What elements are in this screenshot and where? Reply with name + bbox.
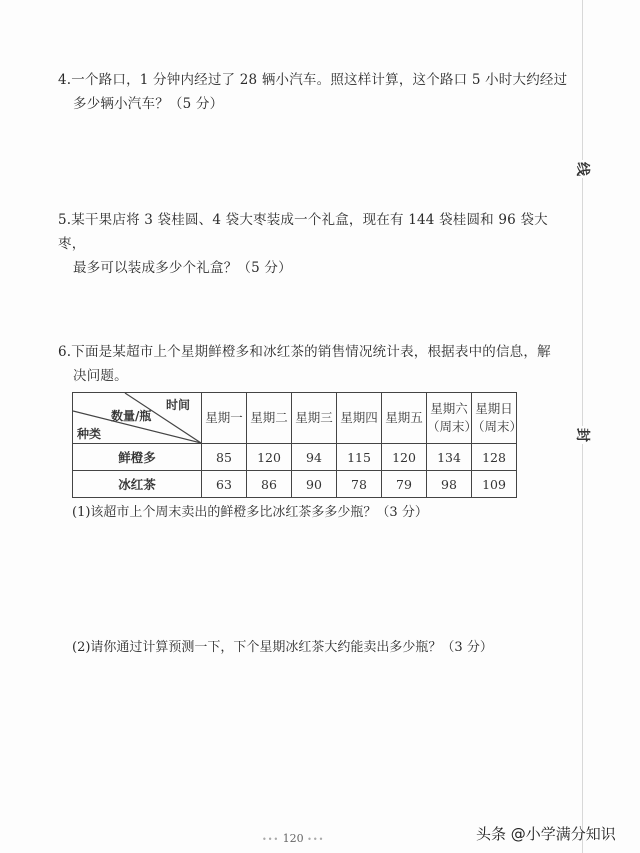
table-cell: 85	[202, 444, 247, 471]
margin-char-seal: 封	[574, 428, 590, 442]
source-watermark: 头条 @小学满分知识	[476, 825, 616, 843]
day-header-thu	[337, 393, 382, 444]
day-header-sat	[427, 393, 478, 444]
table-row	[73, 444, 517, 471]
day-header-sun	[472, 393, 523, 444]
table-cell: 120	[382, 444, 427, 471]
page-dots-left: •••	[262, 835, 280, 844]
day-header-fri	[382, 393, 427, 444]
question-number: 5.	[58, 212, 72, 228]
row-label-iced-tea: 冰红茶	[73, 471, 202, 498]
day-label: 星期六	[430, 401, 468, 416]
question-4	[58, 68, 568, 116]
table-cell: 115	[337, 444, 382, 471]
day-label: 星期三	[295, 410, 333, 425]
day-header-tue	[247, 393, 292, 444]
diagonal-header-cell	[73, 393, 202, 444]
day-header-wed	[292, 393, 337, 444]
page-dots-right: •••	[307, 835, 325, 844]
question-6	[58, 340, 568, 388]
weekend-note: （周末）	[427, 419, 478, 434]
day-header-mon	[202, 393, 247, 444]
question-number: 6.	[58, 344, 72, 360]
weekend-note: （周末）	[472, 419, 523, 434]
row-label-orange-drink: 鲜橙多	[73, 444, 202, 471]
margin-char-line: 线	[574, 162, 590, 176]
question-text-line2: 决问题。	[73, 368, 128, 384]
subquestion-2: (2)请你通过计算预测一下，下个星期冰红茶大约能卖出多少瓶？（3 分）	[72, 640, 493, 655]
day-label: 星期五	[385, 410, 423, 425]
header-time-label: 时间	[166, 398, 191, 412]
day-label: 星期二	[250, 410, 288, 425]
page-number	[262, 832, 324, 845]
question-text-line2: 最多可以装成多少个礼盒？（5 分）	[73, 260, 292, 276]
table-row	[73, 471, 517, 498]
table-header-row	[73, 393, 517, 444]
table-cell: 78	[337, 471, 382, 498]
table-cell: 79	[382, 471, 427, 498]
question-number: 4.	[58, 72, 72, 88]
question-text-line1: 某干果店将 3 袋桂圆、4 袋大枣装成一个礼盒，现在有 144 袋桂圆和 96 袋大枣，	[58, 212, 548, 252]
table-cell: 109	[472, 471, 517, 498]
table-cell: 63	[202, 471, 247, 498]
table-cell: 98	[427, 471, 472, 498]
subquestion-1: (1)该超市上个周末卖出的鲜橙多比冰红茶多多少瓶？（3 分）	[72, 505, 428, 520]
table-cell: 94	[292, 444, 337, 471]
table-cell: 128	[472, 444, 517, 471]
page-number-value: 120	[282, 832, 304, 845]
question-text-line1: 下面是某超市上个星期鲜橙多和冰红茶的销售情况统计表，根据表中的信息，解	[71, 344, 551, 360]
question-5	[58, 208, 568, 280]
table-cell: 86	[247, 471, 292, 498]
day-label: 星期一	[205, 410, 243, 425]
table-cell: 120	[247, 444, 292, 471]
header-quantity-label: 数量/瓶	[111, 409, 152, 423]
day-label: 星期日	[475, 401, 513, 416]
table-cell: 134	[427, 444, 472, 471]
question-text-line2: 多少辆小汽车？（5 分）	[73, 96, 224, 112]
question-text-line1: 一个路口，1 分钟内经过了 28 辆小汽车。照这样计算，这个路口 5 小时大约经过	[71, 72, 568, 88]
table-cell: 90	[292, 471, 337, 498]
sales-statistics-table	[72, 392, 523, 498]
header-kind-label: 种类	[77, 427, 102, 441]
day-label: 星期四	[340, 410, 378, 425]
